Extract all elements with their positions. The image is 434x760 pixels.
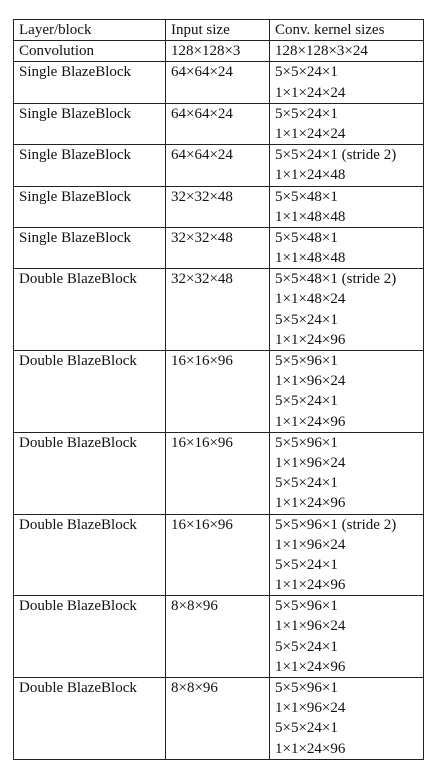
- layer-block-cell: Single BlazeBlock: [14, 145, 166, 186]
- conv-kernel-sizes-cell: [270, 41, 424, 62]
- header-input-size: Input size: [166, 20, 270, 41]
- kernel-size: 5×5×48×1: [275, 229, 338, 246]
- layer-block-cell: Single BlazeBlock: [14, 103, 166, 144]
- layer-block-cell: Convolution: [14, 41, 166, 62]
- conv-kernel-sizes-cell: [270, 269, 424, 351]
- table-row: [14, 351, 424, 433]
- input-size-cell: 64×64×24: [166, 103, 270, 144]
- table-row: [14, 145, 424, 186]
- kernel-size: 1×1×48×48: [275, 250, 346, 267]
- kernel-size: 1×1×24×96: [275, 658, 346, 675]
- conv-kernel-sizes-cell: [270, 145, 424, 186]
- kernel-size: 1×1×96×24: [275, 454, 346, 471]
- layer-block-cell: Double BlazeBlock: [14, 596, 166, 678]
- input-size-cell: 8×8×96: [166, 678, 270, 760]
- header-conv-kernel-sizes: Conv. kernel sizes: [270, 20, 424, 41]
- input-size-cell: 64×64×24: [166, 145, 270, 186]
- conv-kernel-sizes-cell: [270, 227, 424, 268]
- kernel-size: 5×5×24×1: [275, 475, 338, 492]
- conv-kernel-sizes-cell: [270, 103, 424, 144]
- table-row: [14, 514, 424, 596]
- kernel-size: 5×5×24×1: [275, 556, 338, 573]
- input-size-cell: 128×128×3: [166, 41, 270, 62]
- kernel-size: 5×5×96×1: [275, 598, 338, 615]
- kernel-size: 1×1×24×96: [275, 577, 346, 594]
- layer-block-cell: Double BlazeBlock: [14, 432, 166, 514]
- kernel-size: 5×5×24×1: [275, 393, 338, 410]
- conv-kernel-sizes-cell: [270, 678, 424, 760]
- table-body: [14, 41, 424, 760]
- table-row: [14, 596, 424, 678]
- conv-kernel-sizes-cell: [270, 62, 424, 103]
- kernel-size: 5×5×96×1: [275, 680, 338, 697]
- kernel-size: 1×1×48×24: [275, 291, 346, 308]
- input-size-cell: 8×8×96: [166, 596, 270, 678]
- kernel-size: 1×1×24×24: [275, 125, 346, 142]
- input-size-cell: 64×64×24: [166, 62, 270, 103]
- layer-block-cell: Single BlazeBlock: [14, 227, 166, 268]
- kernel-size: 1×1×96×24: [275, 618, 346, 635]
- layer-block-cell: Double BlazeBlock: [14, 514, 166, 596]
- kernel-size: 5×5×48×1: [275, 188, 338, 205]
- table-row: [14, 269, 424, 351]
- kernel-size: 5×5×96×1 (stride 2): [275, 516, 397, 533]
- kernel-size: 1×1×48×48: [275, 208, 346, 225]
- layer-block-cell: Double BlazeBlock: [14, 678, 166, 760]
- table-row: [14, 103, 424, 144]
- kernel-size: 1×1×24×96: [275, 413, 346, 430]
- kernel-size: 5×5×24×1: [275, 105, 338, 122]
- conv-kernel-sizes-cell: [270, 186, 424, 227]
- kernel-size: 1×1×96×24: [275, 700, 346, 717]
- table-header: [14, 20, 424, 41]
- kernel-size: 5×5×24×1: [275, 64, 338, 81]
- kernel-size: 5×5×48×1 (stride 2): [275, 271, 397, 288]
- input-size-cell: 32×32×48: [166, 186, 270, 227]
- kernel-size: 1×1×24×96: [275, 740, 346, 757]
- conv-kernel-sizes-cell: [270, 432, 424, 514]
- conv-kernel-sizes-cell: [270, 596, 424, 678]
- table-row: [14, 62, 424, 103]
- kernel-size: 5×5×24×1: [275, 720, 338, 737]
- input-size-cell: 16×16×96: [166, 514, 270, 596]
- kernel-size: 5×5×24×1: [275, 638, 338, 655]
- kernel-size: 5×5×24×1: [275, 311, 338, 328]
- table-row: [14, 432, 424, 514]
- table-row: [14, 41, 424, 62]
- architecture-table: [13, 19, 424, 760]
- kernel-size: 1×1×24×24: [275, 84, 346, 101]
- kernel-size: 1×1×24×96: [275, 495, 346, 512]
- input-size-cell: 16×16×96: [166, 351, 270, 433]
- kernel-size: 5×5×96×1: [275, 353, 338, 370]
- input-size-cell: 32×32×48: [166, 227, 270, 268]
- input-size-cell: 16×16×96: [166, 432, 270, 514]
- conv-kernel-sizes-cell: [270, 514, 424, 596]
- conv-kernel-sizes-cell: [270, 351, 424, 433]
- kernel-size: 1×1×24×96: [275, 331, 346, 348]
- kernel-size: 1×1×96×24: [275, 536, 346, 553]
- kernel-size: 1×1×96×24: [275, 373, 346, 390]
- kernel-size: 1×1×24×48: [275, 167, 346, 184]
- input-size-cell: 32×32×48: [166, 269, 270, 351]
- kernel-size: 5×5×24×1 (stride 2): [275, 147, 397, 164]
- kernel-size: 128×128×3×24: [275, 43, 368, 60]
- table-row: [14, 227, 424, 268]
- kernel-size: 5×5×96×1: [275, 434, 338, 451]
- header-row: [14, 20, 424, 41]
- layer-block-cell: Single BlazeBlock: [14, 62, 166, 103]
- table-row: [14, 678, 424, 760]
- table-row: [14, 186, 424, 227]
- layer-block-cell: Double BlazeBlock: [14, 351, 166, 433]
- layer-block-cell: Single BlazeBlock: [14, 186, 166, 227]
- header-layer-block: Layer/block: [14, 20, 166, 41]
- layer-block-cell: Double BlazeBlock: [14, 269, 166, 351]
